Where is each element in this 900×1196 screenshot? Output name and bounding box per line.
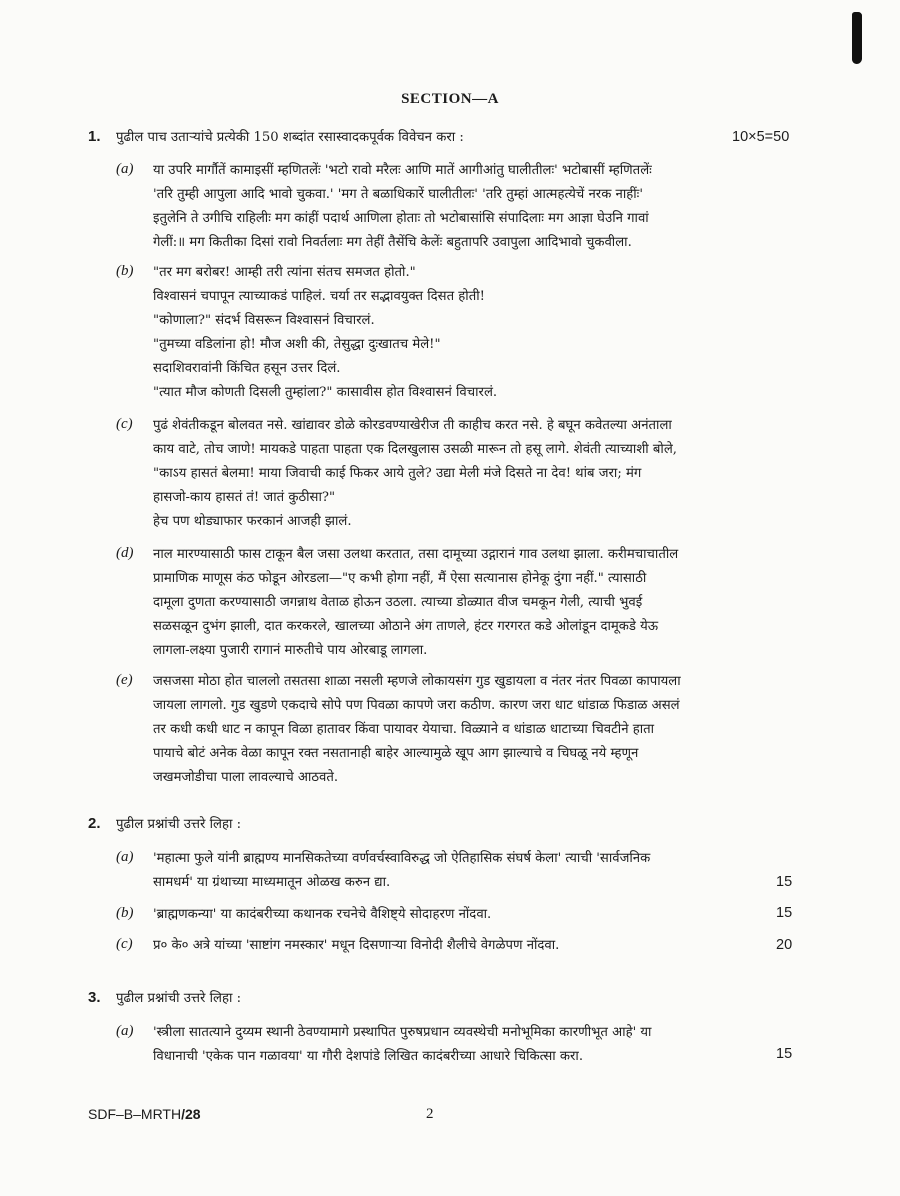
- part-text: [153, 159, 810, 255]
- text-line: गेलीं:॥ मग कितीका दिसां रावो निवर्तलाः मग तेहीं तैसेंचि केलेंः बहुतापरि उवापुला आदिभावो चुकवीला.: [153, 235, 632, 250]
- text-line: विधानाची 'एकेक पान गळावया' या गौरी देशपांडे लिखित कादंबरीच्या आधारे चिकित्सा करा.: [153, 1049, 584, 1064]
- text-line: पायाचे बोटं अनेक वेळा कापून रक्त नसतानाही बाहेर आल्यामुळे खूप आग झाल्याचे व चिघळू नये म्हणून: [153, 746, 639, 761]
- text-line: सदाशिवरावांनी किंचित हसून उत्तर दिलं.: [153, 361, 341, 376]
- text-line: "त्यात मौज कोणती दिसली तुम्हांला?" कासावीस होत विश्वासनं विचारलं.: [153, 385, 498, 400]
- text-line: प्र० के० अत्रे यांच्या 'साष्टांग नमस्कार' मधून दिसणाऱ्या विनोदी शैलीचे वेगळेपण नोंदवा.: [153, 938, 560, 953]
- text-line: "तुमच्या वडिलांना हो! मौज अशी की, तेसुद्धा दुःखातच मेले!": [153, 337, 441, 352]
- text-line: सामधर्म' या ग्रंथाच्या माध्यमातून ओळख करुन द्या.: [153, 875, 391, 890]
- text-line: इतुलेनि ते उगीचि राहिलीः मग कांहीं पदार्थ आणिला होताः तो भटोबासांसि संपादिलाः मग आज्ञा घेउनि गावां: [153, 211, 649, 226]
- text-line: या उपरि मार्गौतें कामाइसीं म्हणितलेंः 'भटो रावो मरैलः आणि मातें आगीआंतु घालीतीलः' भटोबासीं म्हणितलेंः: [153, 163, 652, 178]
- part-text: [153, 543, 810, 663]
- section-title: SECTION—A: [401, 91, 499, 107]
- text-line: 'तरि तुम्ही आपुला आदि भावो चुकवा.' 'मग ते बळाधिकारें घालीतीलः' 'तरि तुम्हां आत्महत्येचें नरक नाहींः': [153, 187, 643, 202]
- page-number: 2: [426, 1106, 434, 1122]
- part-label: (e): [116, 672, 133, 688]
- text-line: सळसळून दुभंग झाली, दात करकरले, खालच्या ओठाने अंग ताणले, हंटर गरगरत कडे ओलांडून दामूकडे येऊ: [153, 619, 659, 634]
- text-line: दामूला दुणता करण्यासाठी जगन्नाथ वेताळ होऊन उठला. त्याच्या डोळ्यात वीज चमकून गेली, त्याची भुवई: [153, 595, 643, 610]
- part-text: [153, 261, 810, 405]
- text-line: काय वाटे, तोच जाणे! मायकडे पाहता पाहता एक दिलखुलास उसळी मारून तो हसू लागे. शेवंती त्याच्याशी बोले,: [153, 442, 677, 457]
- part-marks: 15: [776, 1046, 793, 1062]
- part-label: (a): [116, 1023, 134, 1039]
- part-label: (c): [116, 936, 133, 952]
- part-label: (b): [116, 905, 134, 921]
- question-text: पुढील पाच उताऱ्यांचे प्रत्येकी 150 शब्दांत रसास्वादकपूर्वक विवेचन करा :: [116, 130, 464, 145]
- question-number: 2.: [88, 815, 101, 832]
- paper-code: [88, 1106, 201, 1122]
- question-text: पुढील प्रश्नांची उत्तरे लिहा :: [116, 817, 242, 832]
- text-line: जसजसा मोठा होत चाललो तसतसा शाळा नसली म्हणजे लोकायसंग गुड खुडायला व नंतर नंतर पिवळा कापायला: [153, 674, 681, 689]
- part-marks: 15: [776, 874, 793, 890]
- part-marks: 20: [776, 937, 793, 953]
- part-marks: 15: [776, 905, 793, 921]
- question-number: 3.: [88, 989, 101, 1006]
- part-text: [153, 670, 810, 790]
- part-label: (d): [116, 545, 134, 561]
- text-line: प्रामाणिक माणूस कंठ फोडून ओरडला—"ए कभी होगा नहीं, मैं ऐसा सत्यानास होनेकू दुंगा नहीं." त्यासाठी: [153, 571, 647, 586]
- part-label: (a): [116, 161, 134, 177]
- text-line: 'ब्राह्मणकन्या' या कादंबरीच्या कथानक रचनेचे वैशिष्ट्ये सोदाहरण नोंदवा.: [153, 907, 492, 922]
- text-line: "काऽय हासतं बेलमा! माया जिवाची काई फिकर आये तुले? उद्या मेली मंजे दिसते ना देव! थांब जरा; मंग: [153, 466, 642, 481]
- text-line: "तर मग बरोबर! आम्ही तरी त्यांना संतच समजत होतो.": [153, 265, 416, 280]
- text-line: 'महात्मा फुले यांनी ब्राह्मण्य मानसिकतेच्या वर्णवर्चस्वाविरुद्ध जो ऐतिहासिक संघर्ष केला' त्याची 'सार्वजनिक: [153, 851, 651, 866]
- question-number: 1.: [88, 128, 101, 145]
- part-text: [153, 847, 763, 895]
- text-line: हेच पण थोड्याफार फरकानं आजही झालं.: [153, 514, 352, 529]
- text-line: 'स्त्रीला सातत्याने दुय्यम स्थानी ठेवण्यामागे प्रस्थापित पुरुषप्रधान व्यवस्थेची मनोभूमिका कारणीभूत आहे' या: [153, 1025, 652, 1040]
- text-line: विश्वासनं चपापून त्याच्याकडं पाहिलं. चर्या तर सद्भावयुक्त दिसत होती!: [153, 289, 485, 304]
- part-text: [153, 903, 763, 927]
- text-line: पुढं शेवंतीकडून बोलवत नसे. खांद्यावर डोळे कोरडवण्याखेरीज ती काहीच करत नसे. हे बघून कवेतल्या अनंताला: [153, 418, 672, 433]
- part-text: [153, 1021, 763, 1069]
- text-line: जायला लागलो. गुड खुडणे एकदाचे सोपे पण पिवळा कापणे जरा कठीण. कारण जरा धाट धांडाळ फिडाळ असलं: [153, 698, 680, 713]
- text-line: हासजो-काय हासतं तं! जातं कुठीसा?": [153, 490, 336, 505]
- text-line: तर कधी कधी धाट न कापून विळा हातावर किंवा पायावर येयाचा. विळ्याने व धांडाळ धाटाच्या चिवटीने हाता: [153, 722, 655, 737]
- part-label: (a): [116, 849, 134, 865]
- text-line: "कोणाला?" संदर्भ विसरून विश्वासनं विचारलं.: [153, 313, 375, 328]
- part-label: (c): [116, 416, 133, 432]
- part-text: [153, 934, 763, 958]
- text-line: लागला-लक्ष्या पुजारी रागानं मारुतीचे पाय ओरबाडू लागला.: [153, 643, 428, 658]
- text-line: जखमजोडीचा पाला लावल्याचे आठवते.: [153, 770, 339, 785]
- text-line: नाल मारण्यासाठी फास टाकून बैल जसा उलथा करतात, तसा दामूच्या उद्गारानं गाव उलथा झाला. करीमचाचातील: [153, 547, 679, 562]
- part-text: [153, 414, 810, 534]
- question-text: पुढील प्रश्नांची उत्तरे लिहा :: [116, 991, 242, 1006]
- scan-edge-mark: [852, 12, 862, 64]
- paper-code-prefix: SDF–B–MRTH: [88, 1106, 182, 1122]
- part-label: (b): [116, 263, 134, 279]
- question-marks: 10×5=50: [732, 129, 790, 145]
- paper-code-suffix: /28: [181, 1106, 201, 1122]
